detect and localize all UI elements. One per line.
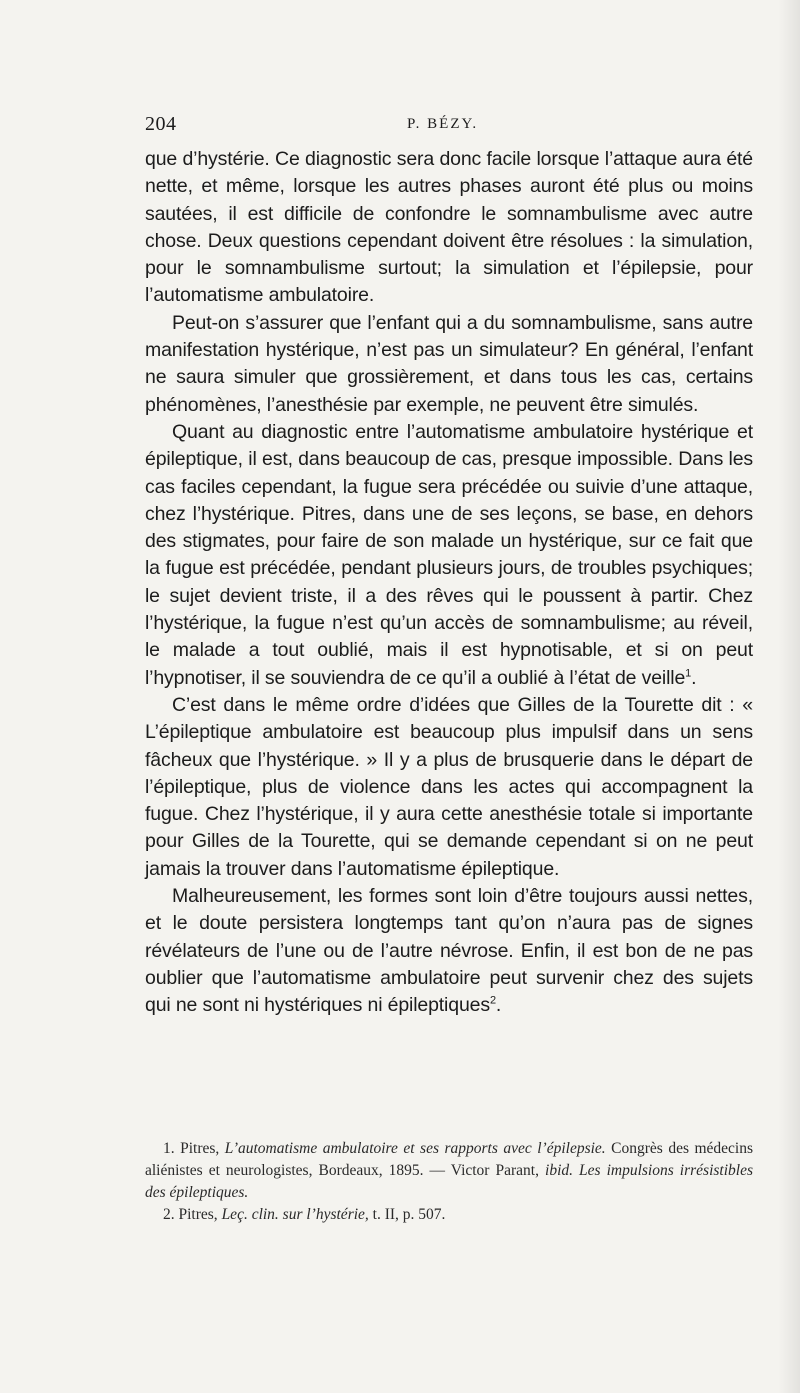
paragraph-3-end: . — [691, 666, 697, 689]
footnote-2-number: 2. Pitres, — [163, 1206, 222, 1223]
paragraph-1: que d’hystérie. Ce diagnostic sera donc facile lorsque l’attaque aura été nette, et même, lorsque les autres phases auront été plus ou moins sautées, il est difficile de confondre le somnambulisme avec autre chose. Deux questions cependant doivent être résolues : la simulation, pour le somnambulisme surtout; la simulation et l’épilepsie, pour l’automatisme ambulatoire. — [145, 148, 753, 307]
footnote-1-title: L’automatisme ambulatoire et ses rapports avec l’épilepsie. — [224, 1140, 606, 1157]
footnote-ref-1: 1 — [685, 667, 692, 680]
footnotes — [145, 1138, 753, 1226]
footnote-1 — [145, 1138, 753, 1204]
footnote-1-rest: Congrès des médecins aliénistes et neurologistes, Bordeaux, 1895. — Victor Parant, — [145, 1140, 754, 1179]
paragraph-3-text: Quant au diagnostic entre l’automatisme ambulatoire hystérique et épileptique, il est, dans beaucoup de cas, presque impossible. Dans les cas faciles cependant, la fugue sera précédée ou suivie d’une attaque, chez l’hystérique. Pitres, dans une de ses leçons, se base, en dehors des stigmates, pour faire de son malade un hystérique, sur ce fait que la fugue est précédée, pendant plusieurs jours, de troubles psychiques; le sujet devient triste, il a des rêves qui le poussent à partir. Chez l’hystérique, la fugue n’est qu’un accès de somnambulisme; au réveil, le malade a tout oublié, mais il est hypnotisable, et si on peut l’hypnotiser, il se souviendra de ce qu’il a oublié à l’état de veille — [145, 420, 753, 689]
paragraph-5 — [145, 883, 753, 1019]
page-edge-shadow — [778, 0, 800, 1393]
paragraph-5-end: . — [495, 994, 502, 1017]
footnote-2-rest: t. II, p. 507. — [368, 1206, 446, 1223]
running-head: P. BÉZY. — [407, 116, 479, 132]
paragraph-5-text: Malheureusement, les formes sont loin d’être toujours aussi nettes, et le doute persistera longtemps tant qu’on n’aura pas de signes révélateurs de l’une ou de l’autre névrose. Enfin, il est bon de ne pas oublier que l’automatisme ambulatoire peut survenir chez des sujets qui ne sont ni hystériques ni épileptiques — [145, 885, 753, 1017]
page-number: 204 — [145, 113, 177, 135]
footnote-1-ibid: ibid. Les impulsions irrésistibles des épileptiques. — [145, 1162, 754, 1201]
paragraph-4: C’est dans le même ordre d’idées que Gilles de la Tourette dit : « L’épileptique ambulatoire est beaucoup plus impulsif dans un sens fâcheux que l’hystérique. » Il y a plus de brusquerie dans le départ de l’épileptique, plus de violence dans les actes qui accompagnent la fugue. Chez l’hystérique, il y aura cette anesthésie totale si importante pour Gilles de la Tourette, qui se demande cependant si on ne peut jamais la trouver dans l’automatisme épileptique. — [145, 693, 753, 880]
page-header — [145, 113, 753, 143]
body-text — [145, 146, 753, 1020]
paragraph-3 — [145, 419, 753, 692]
paragraph-2: Peut-on s’assurer que l’enfant qui a du somnambulisme, sans autre manifestation hystérique, n’est pas un simulateur? En général, l’enfant ne saura simuler que grossièrement, et dans tous les cas, certains phénomènes, l’anesthésie par exemple, ne peuvent être simulés. — [145, 311, 753, 416]
footnote-ref-2: 2 — [489, 994, 496, 1007]
footnote-2 — [145, 1204, 753, 1226]
footnote-2-title: Leç. clin. sur l’hystérie, — [221, 1206, 369, 1223]
footnote-1-number: 1. Pitres, — [163, 1140, 225, 1157]
